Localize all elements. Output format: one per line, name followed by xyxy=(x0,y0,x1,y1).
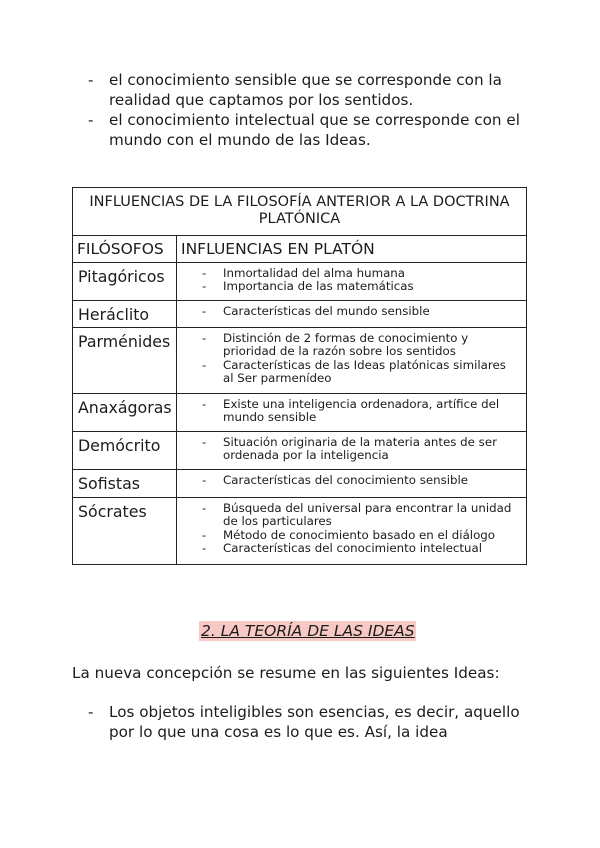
influence-item: - Existe una inteligencia ordenadora, artífice del mundo sensible xyxy=(202,398,518,425)
influence-item: - Características del mundo sensible xyxy=(202,305,518,318)
column-header-influences: INFLUENCIAS EN PLATÓN xyxy=(177,236,527,263)
influence-item: - Situación originaria de la materia antes de ser ordenada por la inteligencia xyxy=(202,436,518,463)
influence-item: - Búsqueda del universal para encontrar la unidad de los particulares xyxy=(202,502,518,529)
table-row xyxy=(73,470,527,498)
philosopher-name: Pitagóricos xyxy=(73,263,177,301)
philosopher-name: Anaxágoras xyxy=(73,394,177,432)
bullet-intellectual-knowledge: - el conocimiento intelectual que se corresponde con el mundo con el mundo de las Ideas. xyxy=(88,110,538,150)
bullet-sensible-knowledge: - el conocimiento sensible que se corresponde con la realidad que captamos por los sentidos. xyxy=(88,70,538,110)
table-row xyxy=(73,301,527,328)
knowledge-bullet-list xyxy=(88,70,538,150)
influence-item: - Características de las Ideas platónicas similares al Ser parmenídeo xyxy=(202,359,518,386)
ideas-bullet-list xyxy=(88,702,528,742)
table-row xyxy=(73,394,527,432)
table-title: INFLUENCIAS DE LA FILOSOFÍA ANTERIOR A LA DOCTRINA PLATÓNICA xyxy=(73,188,527,236)
influence-item: - Inmortalidad del alma humana xyxy=(202,267,518,280)
table-row xyxy=(73,432,527,470)
influence-cell xyxy=(177,470,527,498)
column-header-philosophers: FILÓSOFOS xyxy=(73,236,177,263)
influence-cell xyxy=(177,263,527,301)
influence-item: - Distinción de 2 formas de conocimiento y prioridad de la razón sobre los sentidos xyxy=(202,332,518,359)
influence-item: - Método de conocimiento basado en el diálogo xyxy=(202,529,518,542)
table-row xyxy=(73,263,527,301)
table-row xyxy=(73,328,527,394)
influence-cell xyxy=(177,328,527,394)
philosopher-name: Demócrito xyxy=(73,432,177,470)
influence-item: - Características del conocimiento sensible xyxy=(202,474,518,487)
intro-paragraph: La nueva concepción se resume en las siguientes Ideas: xyxy=(72,664,500,682)
influence-item: - Importancia de las matemáticas xyxy=(202,280,518,293)
influence-item: - Características del conocimiento intelectual xyxy=(202,542,518,555)
influences-table xyxy=(72,187,527,565)
influence-cell xyxy=(177,498,527,565)
influence-cell xyxy=(177,301,527,328)
influence-cell xyxy=(177,432,527,470)
philosopher-name: Sofistas xyxy=(73,470,177,498)
philosopher-name: Sócrates xyxy=(73,498,177,565)
table-row xyxy=(73,498,527,565)
bullet-intelligible-objects: - Los objetos inteligibles son esencias, es decir, aquello por lo que una cosa es lo que es. Así, la idea xyxy=(88,702,528,742)
philosopher-name: Parménides xyxy=(73,328,177,394)
philosopher-name: Heráclito xyxy=(73,301,177,328)
section-title: 2. LA TEORÍA DE LAS IDEAS xyxy=(201,622,415,640)
influence-cell xyxy=(177,394,527,432)
